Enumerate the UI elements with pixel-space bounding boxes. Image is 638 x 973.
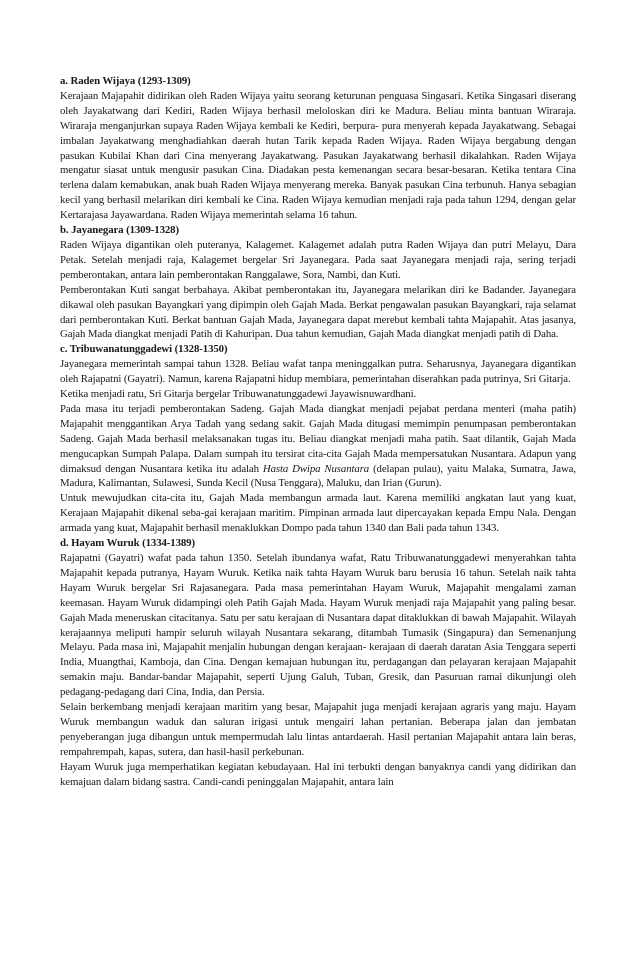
paragraph: Jayanegara memerintah sampai tahun 1328. Beliau wafat tanpa meninggalkan putra. Seharusnya, Jayanegara digantikan oleh Rajapatni (Gayatri). Namun, karena Rajapatni hidup membiara, pemerintahan diserahkan pada putrinya, Sri Gitarja. [60, 358, 576, 386]
paragraph: Ketika menjadi ratu, Sri Gitarja bergelar Tribuwanatunggadewi Jayawisnuwardhani. [60, 388, 417, 401]
paragraph-text: (delapan pulau), yaitu Malaka, Sumatra, Jawa, Madura, Kalimantan, Sulawesi, Sunda Kecil (Nusa Tenggara), Maluku, dan Irian (Gurun). [60, 462, 576, 490]
section-heading-hayam-wuruk: d. Hayam Wuruk (1334-1389) [60, 537, 195, 550]
section-heading-raden-wijaya: a. Raden Wijaya (1293-1309) [60, 75, 191, 87]
paragraph: Hayam Wuruk juga memperhatikan kegiatan kebudayaan. Hal ini terbukti dengan banyaknya candi yang didirikan dan kemajuan dalam bidang sastra. Candi-candi peninggalan Majapahit, antara lain [60, 760, 576, 788]
paragraph-text: Pada masa itu terjadi pemberontakan Sadeng. Gajah Mada diangkat menjadi pejabat perdana menteri (maha patih) Majapahit menggantikan Arya Tadah yang sedang sakit. Gajah Mada ditugasi memimpin penumpasan pemberontakan Sadeng. Gajah Mada berhasil melaksanakan tugas itu. Beliau diangkat menjadi maha patih. Saat dilantik, Gajah Mada mengucapkan Sumpah Palapa. Dalam sumpah itu tersirat cita-cita Gajah Mada mempersatukan Nusantara. Adapun yang dimaksud dengan Nusantara ketika itu adalah [60, 402, 576, 475]
paragraph: Rajapatni (Gayatri) wafat pada tahun 1350. Setelah ibundanya wafat, Ratu Tribuwanatunggadewi menyerahkan tahta Majapahit kepada putranya, Hayam Wuruk. Ketika naik tahta Hayam Wuruk baru berusia 16 tahun. Setelah naik tahta Hayam Wuruk bergelar Sri Rajasanegara. Pada masa pemerintahan Hayam Wuruk, Majapahit mengalami zaman keemasan. Hayam Wuruk didampingi oleh Patih Gajah Mada. Hayam Wuruk menjadi raja Majapahit yang paling besar. Gajah Mada meneruskan citacitanya. Satu per satu kerajaan di Nusantara dapat ditaklukkan di bawah Majapahit. Wilayah kerajaannya meliputi hampir seluruh wilayah Nusantara sekarang, ditambah Tumasik (Singapura) dan Semenanjung Melayu. Pada masa ini, Majapahit menjalin hubungan dengan kerajaan- kerajaan di daerah daratan Asia Tenggara seperti India, Muangthai, Kamboja, dan Cina. Dengan kemajuan hubungan itu, perdagangan dan pelayaran kerajaan Majapahit semakin maju. Bandar-bandar Majapahit, seperti Ujung Galuh, Tuban, Gresik, dan Pasuruan ramai dikunjungi oleh pedagang-pedagang dari Cina, India, dan Persia. [60, 552, 576, 699]
paragraph: Raden Wijaya digantikan oleh puteranya, Kalagemet. Kalagemet adalah putra Raden Wijaya dan putri Melayu, Dara Petak. Setelah menjadi raja, Kalagemet bergelar Sri Jayanegara. Pada saat Jayanegara menjadi raja, sering terjadi pemberontakan, antara lain pemberontakan Ranggalawe, Sora, Nambi, dan Kuti. [60, 238, 576, 281]
paragraph: Selain berkembang menjadi kerajaan maritim yang besar, Majapahit juga menjadi kerajaan agraris yang maju. Hayam Wuruk membangun waduk dan saluran irigasi untuk mengairi lahan pertanian. Beberapa jalan dan jembatan penyeberangan juga dibangun untuk mempermudah lalu lintas antardaerah. Hasil pertanian Majapahit antara lain beras, rempahrempah, kapas, sutera, dan hasil-hasil perkebunan. [60, 701, 576, 758]
paragraph: Untuk mewujudkan cita-cita itu, Gajah Mada membangun armada laut. Karena memiliki angkatan laut yang kuat, Kerajaan Majapahit dikenal seba-gai kerajaan maritim. Pimpinan armada laut dipercayakan kepada Empu Nala. Dengan armada yang kuat, Majapahit berhasil menaklukkan Dompo pada tahun 1340 dan Bali pada tahun 1343. [60, 492, 576, 535]
section-heading-jayanegara: b. Jayanegara (1309-1328) [60, 224, 179, 237]
paragraph: Pemberontakan Kuti sangat berbahaya. Akibat pemberontakan itu, Jayanegara melarikan diri ke Badander. Jayanegara dikawal oleh pasukan Bayangkari yang dipimpin oleh Gajah Mada. Berkat pengawalan pasukan Bayangkari, raja selamat dari pemberontakan Kuti. Berkat bantuan Gajah Mada, Jayanegara dapat merebut kembali tahta Majapahit. Atas jasanya, Gajah Mada diangkat menjadi Patih di Kahuripan. Dua tahun kemudian, Gajah Mada diangkat menjadi patih di Daha. [60, 283, 576, 341]
paragraph: Kerajaan Majapahit didirikan oleh Raden Wijaya yaitu seorang keturunan penguasa Singasari. Ketika Singasari diserang oleh Jayakatwang dari Kediri, Raden Wijaya berhasil meloloskan diri ke Madura. Beliau minta bantuan Wiraraja. Wiraraja menganjurkan supaya Raden Wijaya kembali ke Kediri, berpura- pura menyerah kepada Jayakatwang. Sebagai imbalan Jayakatwang menghadiahkan daerah hutan Tarik kepada Raden Wijaya. Raden Wijaya bergabung dengan pasukan Kubilai Khan dari Cina menyerang Jayakatwang. Pasukan Jayakatwang berhasil dikalahkan. Raden Wijaya mengatur siasat untuk mengusir pasukan Cina. Diadakan pesta kemenangan secara besar-besaran. Ketika tentara Cina terlena dalam kemabukan, anak buah Raden Wijaya menyerang mereka. Banyak pasukan Cina terbunuh. Hanya sebagian kecil yang berhasil melarikan diri kembali ke Cina. Raden Wijaya kemudian menjadi raja pada tahun 1294, dengan gelar Kertarajasa Jayawardana. Raden Wijaya memerintah selama 16 tahun. [60, 89, 576, 222]
section-heading-tribuwanatunggadewi: c. Tribuwanatunggadewi (1328-1350) [60, 343, 228, 356]
document-page [60, 74, 576, 790]
italic-term: Hasta Dwipa Nusantara [262, 462, 370, 475]
paragraph-nusantara [60, 402, 576, 491]
